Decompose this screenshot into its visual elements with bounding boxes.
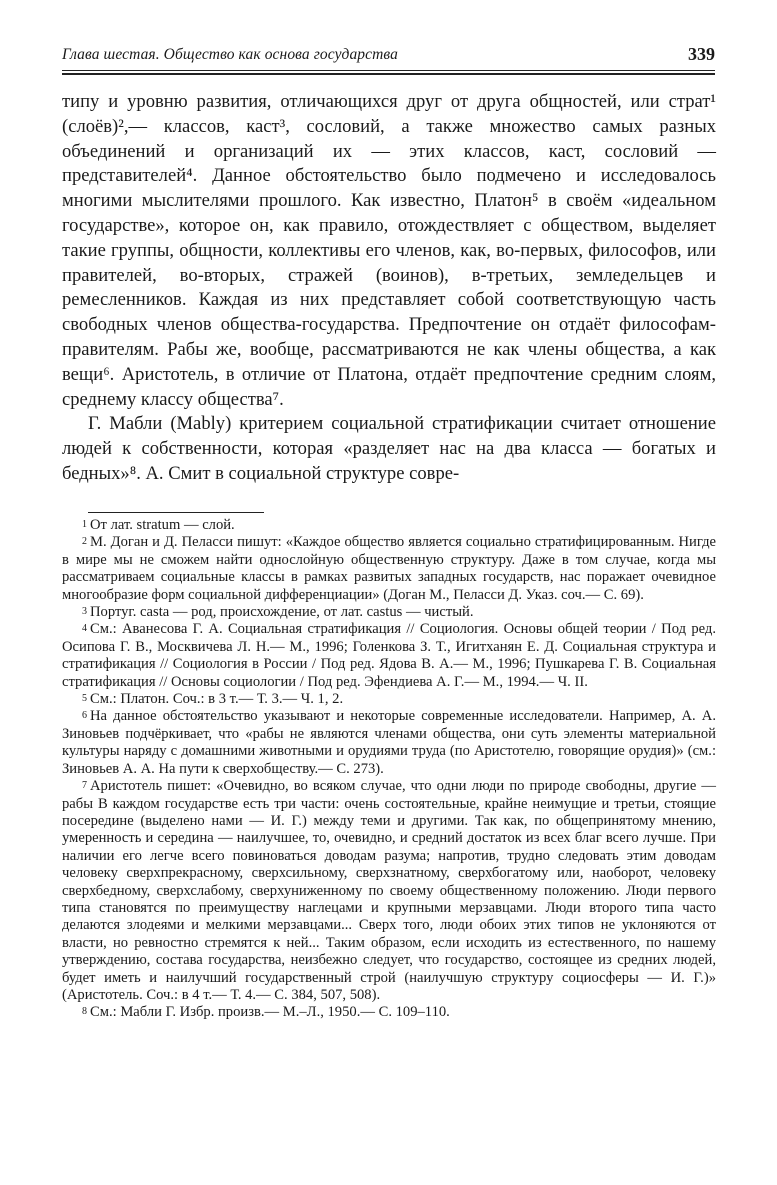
footnote-text: См.: Аванесова Г. А. Социальная стратификация // Социология. Основы общей теории / Под ред. Осипова Г. В., Москвичева Л. Н.— М., 1996; Голенкова З. Т., Игитханян Е. Д. Социальная структура и стратификация // Социология в России / Под ред. Ядова В. А.— М., 1996; Пушкарева Г. В. Социальная стратификация // Основы социологии / Под ред. Эфендиева А. Г.— М., 1994.— Ч. II.	[62, 621, 716, 690]
footnote-text: Португ. casta — род, происхождение, от лат. castus — чистый.	[90, 604, 474, 621]
body-paragraph: типу и уровню развития, отличающихся друг от друга общностей, или страт¹ (слоёв)²,— классов, каст³, сословий, а также множество самых разных объединений и организаций их — этих классов, каст, сословий — представителей⁴. Данное обстоятельство было подмечено и исследовалось многими мыслителями прошлого. Как известно, Платон⁵ в своём «идеальном государстве», которое он, как правило, отождествляет с обществом, выделяет такие группы, общности, коллективы его членов, как, во-первых, философов, или правителей, во-вторых, стражей (воинов), в-третьих, земледельцев и ремесленников. Каждая из них представляет собой соответствующую часть свободных членов общества-государства. Предпочтение он отдаёт философам-правителям. Рабы же, вообще, рассматриваются не как члены общества, а как вещи⁶. Аристотель, в отличие от Платона, отдаёт предпочтение средним слоям, среднему классу общества⁷.	[62, 91, 716, 410]
footnote-number: 4	[82, 623, 87, 635]
footnote-text: Аристотель пишет: «Очевидно, во всяком случае, что одни люди по природе свободны, другие — рабы В каждом государстве есть три части: очень состоятельные, крайне неимущие и третьи, стоящие посередине (выделено нами — И. Г.) между теми и другими. Так как, по общепринятому мнению, умеренность и середина — наилучшее, то, очевидно, и средний достаток из всех благ всего лучше. При наличии его легче всего повиноваться доводам разума; напротив, трудно следовать этим доводам человеку сверхпрекрасному, сверхсильному, сверхзнатному, сверхбогатому или, наоборот, человеку сверхбедному, сверхслабому, сверхуниженному по своему общественному положению. Люди первого типа становятся по преимуществу наглецами и крупными мерзавцами. Люди второго типа часто делаются злодеями и мелкими мерзавцами... Сверх того, люди обоих этих типов не уклоняются от власти, но ревностно стремятся к ней... Таким образом, если исходить из естественного, по нашему утверждению, состава государства, неизбежно следует, что государство, состоящее из средних людей, будет иметь и наилучший государственный строй (наилучшую структуру социосферы — И. Г.)» (Аристотель. Соч.: в 4 т.— Т. 4.— С. 384, 507, 508).	[62, 778, 716, 1003]
footnote	[62, 621, 716, 691]
footnotes	[62, 517, 716, 1022]
footnote-number: 1	[82, 519, 87, 530]
running-title: Глава шестая. Общество как основа государства	[62, 46, 399, 63]
footnote-text: См.: Мабли Г. Избр. произв.— М.–Л., 1950.— С. 109–110.	[90, 1004, 450, 1021]
footnote-number: 8	[82, 1006, 87, 1018]
footnote-number: 7	[82, 780, 87, 792]
footnote	[62, 778, 716, 1004]
footnote-text: На данное обстоятельство указывают и некоторые современные исследователи. Например, А. А. Зиновьев подчёркивает, что «рабы не являются членами общества, они суть элементы материальной культуры наряду с домашними животными и орудиями труда (по Аристотелю, говорящие орудия)» (см.: Зиновьев А. А. На пути к сверхобществу.— С. 273).	[62, 708, 716, 777]
footnote	[62, 1004, 716, 1021]
footnote	[62, 708, 716, 778]
page-number: 339	[688, 44, 715, 64]
header-rule-thin	[62, 70, 715, 71]
footnote	[62, 517, 716, 534]
page-header	[62, 40, 715, 74]
footnote-separator	[88, 512, 264, 513]
footnote-number: 2	[82, 536, 87, 548]
footnote	[62, 534, 716, 604]
footnote	[62, 604, 716, 621]
footnote-number: 6	[82, 710, 87, 722]
footnote	[62, 691, 716, 708]
body-paragraph: Г. Мабли (Mably) критерием социальной стратификации считает отношение людей к собственности, которая «разделяет нас на два класса — богатых и бедных»⁸. А. Смит в социальной структуре совре-	[62, 413, 716, 484]
main-text	[62, 90, 716, 487]
footnote-text: См.: Платон. Соч.: в 3 т.— Т. 3.— Ч. 1, 2.	[90, 691, 344, 708]
header-rule-thick	[62, 73, 715, 75]
footnote-number: 3	[82, 606, 87, 618]
footnote-text: М. Доган и Д. Пеласси пишут: «Каждое общество является социально стратифицированным. Нигде в мире мы не сможем найти однослойную общественную структуру. Даже в том случае, когда мы рассматриваем социальные классы в рамках развитых западных государств, нас поражает очевидное многообразие форм социальной дифференциации» (Доган М., Пеласси Д. Указ. соч.— С. 69).	[62, 534, 716, 603]
footnote-number: 5	[82, 693, 87, 705]
footnote-text: От лат. stratum — слой.	[90, 517, 235, 533]
